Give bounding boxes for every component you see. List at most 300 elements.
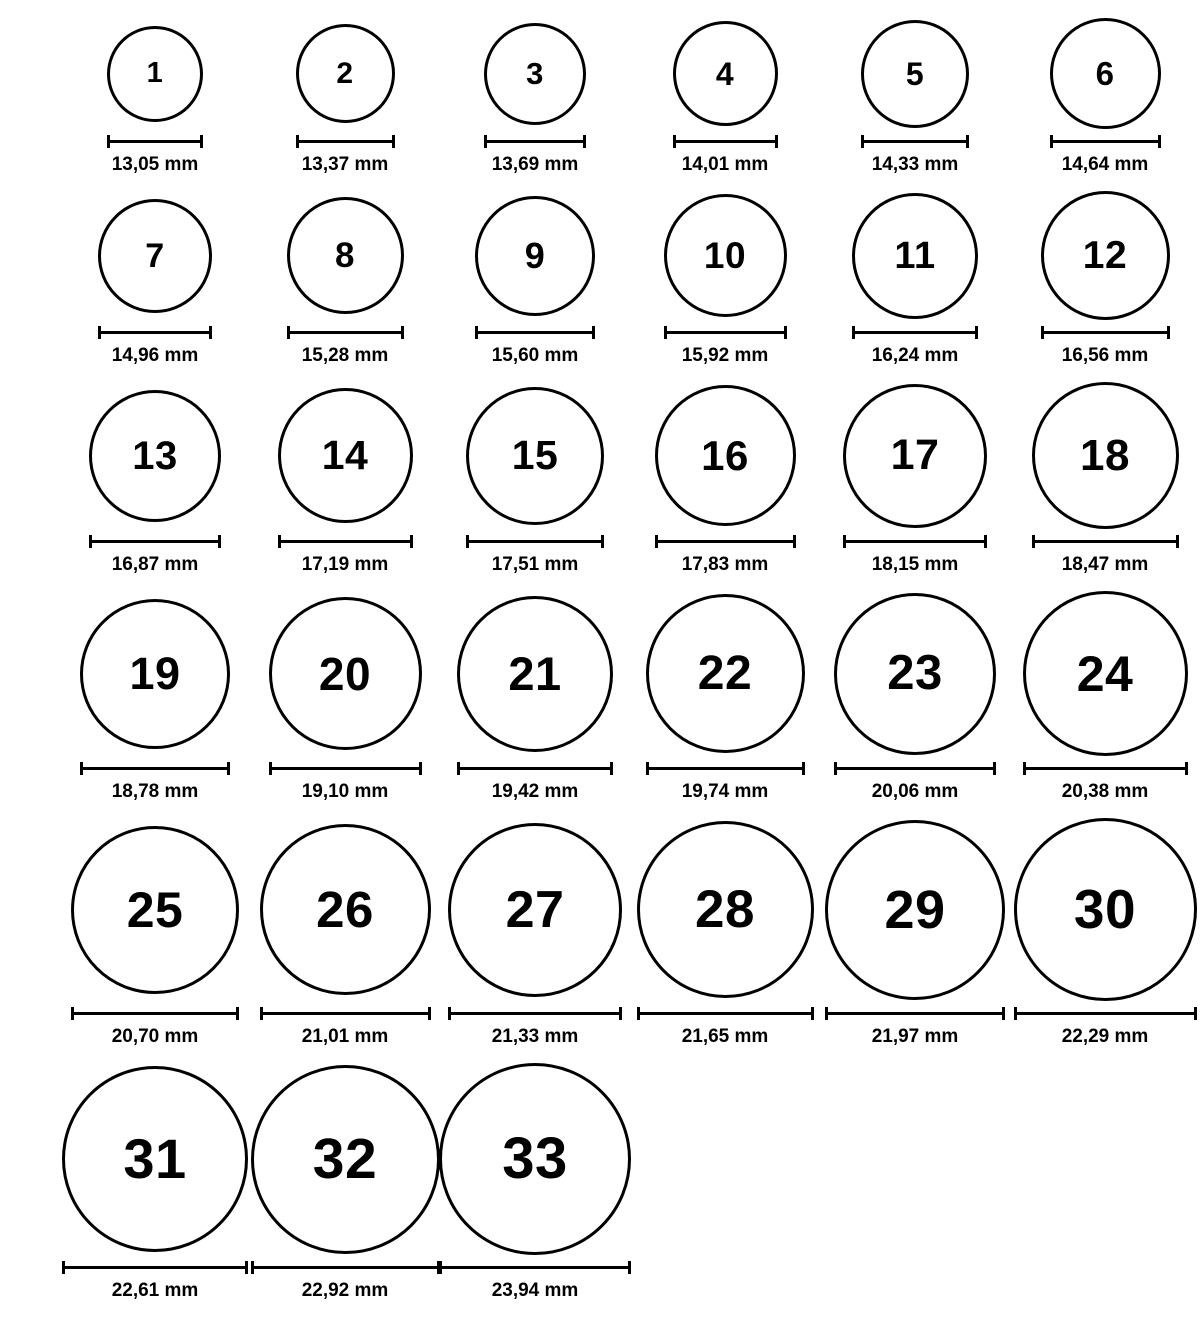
ring-size-cell — [250, 18, 440, 176]
ring-size-cell — [630, 191, 820, 367]
measure-cap-left — [475, 326, 478, 339]
ring-size-cell — [60, 382, 250, 576]
measure-cap-right — [583, 135, 586, 148]
measure-cap-left — [834, 762, 837, 775]
ring-circle — [664, 194, 787, 317]
measure-cap-right — [419, 762, 422, 775]
measure-line — [448, 1012, 622, 1015]
measure-cap-left — [646, 762, 649, 775]
ring-size-number: 27 — [505, 880, 565, 939]
ring-circle — [1014, 818, 1197, 1001]
ring-size-cell — [60, 191, 250, 367]
diameter-measure-bar — [107, 135, 203, 147]
ring-circle-wrapper — [251, 1063, 440, 1255]
measure-line — [646, 767, 805, 770]
ring-size-number: 6 — [1095, 55, 1115, 92]
diameter-label: 14,33 mm — [871, 154, 959, 175]
ring-size-cell — [440, 1063, 630, 1302]
ring-circle — [466, 387, 604, 525]
ring-circle — [1023, 591, 1188, 756]
ring-size-number: 25 — [126, 881, 184, 938]
measure-line — [825, 1012, 1005, 1015]
ring-circle-wrapper — [834, 591, 996, 756]
measure-cap-left — [664, 326, 667, 339]
ring-circle-wrapper — [664, 191, 787, 320]
ring-size-cell — [250, 591, 440, 803]
ring-circle-wrapper — [89, 382, 221, 529]
ring-circle — [448, 823, 622, 997]
measure-cap-right — [392, 135, 395, 148]
ring-circle-wrapper — [825, 818, 1005, 1001]
ring-circle-wrapper — [843, 382, 987, 529]
diameter-measure-bar — [1032, 535, 1179, 547]
ring-circle — [269, 597, 422, 750]
ring-size-cell — [440, 191, 630, 367]
diameter-label: 13,37 mm — [301, 154, 389, 175]
measure-line — [89, 540, 221, 543]
ring-size-row — [0, 18, 1200, 191]
ring-size-number: 17 — [890, 431, 940, 479]
diameter-label: 19,42 mm — [491, 781, 579, 802]
measure-cap-left — [448, 1007, 451, 1020]
ring-size-row — [0, 191, 1200, 382]
diameter-label: 21,01 mm — [301, 1026, 389, 1047]
ring-size-cell — [60, 591, 250, 803]
measure-cap-left — [457, 762, 460, 775]
measure-cap-left — [852, 326, 855, 339]
ring-circle — [1041, 191, 1170, 320]
diameter-label: 17,83 mm — [681, 554, 769, 575]
ring-circle-wrapper — [71, 818, 239, 1001]
diameter-label: 20,70 mm — [111, 1026, 199, 1047]
measure-line — [834, 767, 996, 770]
measure-cap-left — [260, 1007, 263, 1020]
measure-cap-left — [673, 135, 676, 148]
ring-circle-wrapper — [1014, 818, 1197, 1001]
ring-circle — [98, 199, 212, 313]
diameter-label: 19,74 mm — [681, 781, 769, 802]
ring-size-number: 24 — [1076, 645, 1134, 702]
ring-size-cell — [60, 1063, 250, 1302]
ring-circle-wrapper — [475, 191, 595, 320]
ring-circle — [646, 594, 805, 753]
measure-line — [107, 140, 203, 143]
measure-cap-left — [287, 326, 290, 339]
ring-size-cell — [820, 382, 1010, 576]
ring-size-cell — [1010, 382, 1200, 576]
ring-circle-wrapper — [296, 18, 395, 129]
ring-size-number: 12 — [1082, 234, 1128, 277]
measure-line — [655, 540, 796, 543]
measure-cap-left — [825, 1007, 828, 1020]
diameter-measure-bar — [251, 1261, 440, 1273]
ring-circle — [673, 21, 778, 126]
ring-size-number: 22 — [697, 646, 753, 700]
diameter-measure-bar — [1023, 762, 1188, 774]
measure-cap-left — [861, 135, 864, 148]
ring-size-number: 21 — [508, 647, 562, 700]
ring-size-cell — [250, 818, 440, 1048]
measure-cap-right — [984, 535, 987, 548]
diameter-label: 14,64 mm — [1061, 154, 1149, 175]
measure-cap-right — [236, 1007, 239, 1020]
ring-size-number: 30 — [1073, 878, 1137, 940]
measure-cap-left — [62, 1261, 65, 1274]
ring-circle — [296, 24, 395, 123]
measure-cap-left — [1014, 1007, 1017, 1020]
measure-cap-right — [1185, 762, 1188, 775]
diameter-label: 16,87 mm — [111, 554, 199, 575]
measure-line — [1050, 140, 1161, 143]
ring-size-number: 9 — [524, 234, 546, 276]
ring-circle-wrapper — [260, 818, 431, 1001]
ring-circle-wrapper — [287, 191, 404, 320]
diameter-measure-bar — [655, 535, 796, 547]
ring-size-cell — [820, 818, 1010, 1048]
diameter-label: 17,51 mm — [491, 554, 579, 575]
diameter-label: 18,15 mm — [871, 554, 959, 575]
diameter-label: 22,29 mm — [1061, 1026, 1149, 1047]
measure-cap-left — [1041, 326, 1044, 339]
measure-cap-left — [278, 535, 281, 548]
ring-size-number: 26 — [316, 881, 374, 938]
measure-cap-right — [218, 535, 221, 548]
measure-cap-right — [619, 1007, 622, 1020]
ring-circle — [439, 1063, 631, 1255]
ring-size-cell — [630, 591, 820, 803]
ring-size-cell — [1010, 18, 1200, 176]
ring-size-number: 8 — [335, 236, 355, 275]
ring-circle — [834, 593, 996, 755]
ring-size-cell — [60, 18, 250, 176]
measure-line — [296, 140, 395, 143]
measure-cap-left — [1050, 135, 1053, 148]
ring-circle — [484, 23, 586, 125]
diameter-measure-bar — [71, 1007, 239, 1019]
ring-size-cell — [630, 18, 820, 176]
ring-circle-wrapper — [278, 382, 413, 529]
measure-cap-left — [655, 535, 658, 548]
measure-cap-right — [966, 135, 969, 148]
ring-circle — [1032, 382, 1179, 529]
diameter-label: 20,38 mm — [1061, 781, 1149, 802]
diameter-label: 19,10 mm — [301, 781, 389, 802]
ring-circle — [278, 388, 413, 523]
diameter-label: 20,06 mm — [871, 781, 959, 802]
measure-cap-right — [975, 326, 978, 339]
ring-circle-wrapper — [80, 591, 230, 756]
measure-line — [484, 140, 586, 143]
ring-circle-wrapper — [269, 591, 422, 756]
ring-size-cell — [820, 18, 1010, 176]
diameter-label: 21,65 mm — [681, 1026, 769, 1047]
ring-circle — [107, 26, 203, 122]
diameter-measure-bar — [673, 135, 778, 147]
diameter-measure-bar — [843, 535, 987, 547]
measure-line — [1014, 1012, 1197, 1015]
diameter-measure-bar — [89, 535, 221, 547]
ring-circle — [62, 1066, 248, 1252]
ring-size-number: 11 — [894, 234, 936, 277]
diameter-measure-bar — [260, 1007, 431, 1019]
measure-line — [664, 331, 787, 334]
measure-cap-left — [80, 762, 83, 775]
measure-cap-left — [637, 1007, 640, 1020]
ring-circle-wrapper — [1041, 191, 1170, 320]
ring-size-number: 10 — [703, 235, 747, 276]
ring-circle-wrapper — [673, 18, 778, 129]
diameter-measure-bar — [457, 762, 613, 774]
ring-size-cell — [250, 191, 440, 367]
ring-size-number: 3 — [526, 56, 544, 91]
measure-line — [62, 1266, 248, 1269]
ring-size-number: 19 — [129, 648, 181, 699]
measure-cap-right — [209, 326, 212, 339]
ring-circle — [1050, 18, 1161, 129]
measure-line — [1032, 540, 1179, 543]
measure-line — [80, 767, 230, 770]
measure-cap-left — [269, 762, 272, 775]
measure-cap-right — [610, 762, 613, 775]
measure-line — [475, 331, 595, 334]
measure-cap-right — [1002, 1007, 1005, 1020]
ring-size-number: 23 — [887, 646, 943, 700]
diameter-measure-bar — [296, 135, 395, 147]
measure-line — [260, 1012, 431, 1015]
measure-cap-left — [107, 135, 110, 148]
measure-cap-right — [410, 535, 413, 548]
measure-line — [843, 540, 987, 543]
ring-size-cell — [820, 591, 1010, 803]
ring-size-number: 7 — [145, 236, 165, 275]
ring-circle-wrapper — [655, 382, 796, 529]
ring-circle-wrapper — [448, 818, 622, 1001]
diameter-label: 13,69 mm — [491, 154, 579, 175]
ring-size-cell — [250, 382, 440, 576]
diameter-measure-bar — [1041, 326, 1170, 338]
diameter-measure-bar — [852, 326, 978, 338]
diameter-measure-bar — [834, 762, 996, 774]
ring-size-cell — [250, 1063, 440, 1302]
ring-size-number: 18 — [1080, 430, 1130, 480]
diameter-label: 21,33 mm — [491, 1026, 579, 1047]
ring-circle — [825, 820, 1005, 1000]
diameter-measure-bar — [62, 1261, 248, 1273]
measure-line — [1041, 331, 1170, 334]
measure-cap-left — [71, 1007, 74, 1020]
measure-cap-right — [601, 535, 604, 548]
measure-line — [457, 767, 613, 770]
ring-circle — [637, 821, 814, 998]
measure-line — [637, 1012, 814, 1015]
diameter-measure-bar — [825, 1007, 1005, 1019]
measure-line — [1023, 767, 1188, 770]
ring-size-number: 5 — [905, 55, 925, 92]
ring-size-cell — [440, 382, 630, 576]
diameter-label: 15,60 mm — [491, 345, 579, 366]
ring-circle-wrapper — [1023, 591, 1188, 756]
ring-size-number: 29 — [884, 879, 946, 940]
ring-circle — [475, 196, 595, 316]
diameter-label: 13,05 mm — [111, 154, 199, 175]
ring-size-row — [0, 591, 1200, 818]
ring-circle-wrapper — [62, 1063, 248, 1255]
measure-cap-left — [251, 1261, 254, 1274]
ring-circle — [843, 384, 987, 528]
ring-size-cell — [630, 818, 820, 1048]
ring-size-number: 2 — [336, 56, 354, 90]
measure-cap-right — [401, 326, 404, 339]
diameter-measure-bar — [1014, 1007, 1197, 1019]
ring-circle — [89, 390, 221, 522]
diameter-label: 15,28 mm — [301, 345, 389, 366]
measure-line — [278, 540, 413, 543]
ring-size-cell — [820, 191, 1010, 367]
ring-size-number: 15 — [511, 432, 559, 478]
ring-circle-wrapper — [852, 191, 978, 320]
ring-size-cell — [1010, 591, 1200, 803]
diameter-label: 14,96 mm — [111, 345, 199, 366]
ring-size-row — [0, 818, 1200, 1063]
measure-line — [269, 767, 422, 770]
measure-cap-right — [793, 535, 796, 548]
diameter-label: 21,97 mm — [871, 1026, 959, 1047]
ring-circle — [457, 596, 613, 752]
measure-cap-right — [784, 326, 787, 339]
ring-size-number: 4 — [715, 55, 735, 92]
measure-cap-left — [1023, 762, 1026, 775]
ring-circle — [71, 826, 239, 994]
diameter-label: 14,01 mm — [681, 154, 769, 175]
measure-cap-right — [428, 1007, 431, 1020]
ring-size-cell — [1010, 191, 1200, 367]
measure-line — [287, 331, 404, 334]
ring-size-cell — [60, 818, 250, 1048]
measure-line — [71, 1012, 239, 1015]
ring-circle — [861, 20, 969, 128]
ring-circle-wrapper — [457, 591, 613, 756]
measure-cap-right — [993, 762, 996, 775]
ring-size-number: 13 — [132, 433, 178, 478]
ring-size-row — [0, 1063, 1200, 1317]
measure-line — [466, 540, 604, 543]
measure-cap-right — [1176, 535, 1179, 548]
measure-cap-left — [89, 535, 92, 548]
measure-cap-left — [484, 135, 487, 148]
ring-circle-wrapper — [861, 18, 969, 129]
ring-circle-wrapper — [439, 1063, 631, 1255]
diameter-measure-bar — [278, 535, 413, 547]
ring-size-cell — [630, 382, 820, 576]
diameter-measure-bar — [80, 762, 230, 774]
ring-circle — [251, 1065, 440, 1254]
measure-cap-left — [296, 135, 299, 148]
measure-cap-right — [1158, 135, 1161, 148]
diameter-label: 23,94 mm — [491, 1280, 579, 1301]
measure-cap-left — [98, 326, 101, 339]
diameter-measure-bar — [664, 326, 787, 338]
ring-circle-wrapper — [466, 382, 604, 529]
ring-circle-wrapper — [107, 18, 203, 129]
measure-cap-left — [1032, 535, 1035, 548]
diameter-measure-bar — [484, 135, 586, 147]
ring-size-cell — [440, 591, 630, 803]
ring-size-number: 1 — [146, 57, 164, 89]
diameter-measure-bar — [475, 326, 595, 338]
ring-circle-wrapper — [637, 818, 814, 1001]
ring-circle-wrapper — [484, 18, 586, 129]
diameter-measure-bar — [269, 762, 422, 774]
diameter-measure-bar — [448, 1007, 622, 1019]
ring-size-cell — [440, 818, 630, 1048]
diameter-label: 22,92 mm — [301, 1280, 389, 1301]
diameter-label: 18,47 mm — [1061, 554, 1149, 575]
diameter-measure-bar — [646, 762, 805, 774]
diameter-measure-bar — [861, 135, 969, 147]
ring-circle — [260, 824, 431, 995]
ring-circle — [287, 197, 404, 314]
diameter-label: 17,19 mm — [301, 554, 389, 575]
measure-line — [251, 1266, 440, 1269]
measure-line — [861, 140, 969, 143]
measure-cap-right — [802, 762, 805, 775]
ring-size-number: 20 — [318, 647, 372, 700]
measure-cap-right — [1194, 1007, 1197, 1020]
ring-circle — [655, 385, 796, 526]
measure-cap-right — [811, 1007, 814, 1020]
diameter-measure-bar — [439, 1261, 631, 1273]
ring-size-cell — [440, 18, 630, 176]
ring-size-number: 32 — [312, 1126, 378, 1191]
diameter-measure-bar — [466, 535, 604, 547]
measure-cap-right — [775, 135, 778, 148]
measure-cap-right — [628, 1261, 631, 1274]
measure-cap-right — [245, 1261, 248, 1274]
ring-size-row — [0, 382, 1200, 591]
measure-cap-right — [200, 135, 203, 148]
measure-cap-left — [439, 1261, 442, 1274]
ring-circle-wrapper — [1050, 18, 1161, 129]
ring-circle — [852, 193, 978, 319]
ring-size-number: 31 — [123, 1127, 187, 1190]
measure-cap-right — [1167, 326, 1170, 339]
diameter-label: 18,78 mm — [111, 781, 199, 802]
diameter-measure-bar — [637, 1007, 814, 1019]
ring-size-number: 33 — [502, 1126, 568, 1191]
ring-size-number: 14 — [321, 432, 369, 478]
diameter-label: 22,61 mm — [111, 1280, 199, 1301]
ring-circle-wrapper — [646, 591, 805, 756]
measure-cap-left — [843, 535, 846, 548]
ring-size-cell — [1010, 818, 1200, 1048]
diameter-label: 16,56 mm — [1061, 345, 1149, 366]
diameter-measure-bar — [1050, 135, 1161, 147]
diameter-label: 16,24 mm — [871, 345, 959, 366]
measure-line — [852, 331, 978, 334]
measure-cap-left — [466, 535, 469, 548]
ring-circle-wrapper — [98, 191, 212, 320]
ring-circle — [80, 599, 230, 749]
measure-cap-right — [227, 762, 230, 775]
ring-circle-wrapper — [1032, 382, 1179, 529]
measure-cap-right — [592, 326, 595, 339]
measure-line — [673, 140, 778, 143]
ring-size-number: 16 — [701, 431, 749, 479]
diameter-measure-bar — [287, 326, 404, 338]
measure-line — [98, 331, 212, 334]
ring-size-number: 28 — [695, 880, 755, 939]
diameter-measure-bar — [98, 326, 212, 338]
